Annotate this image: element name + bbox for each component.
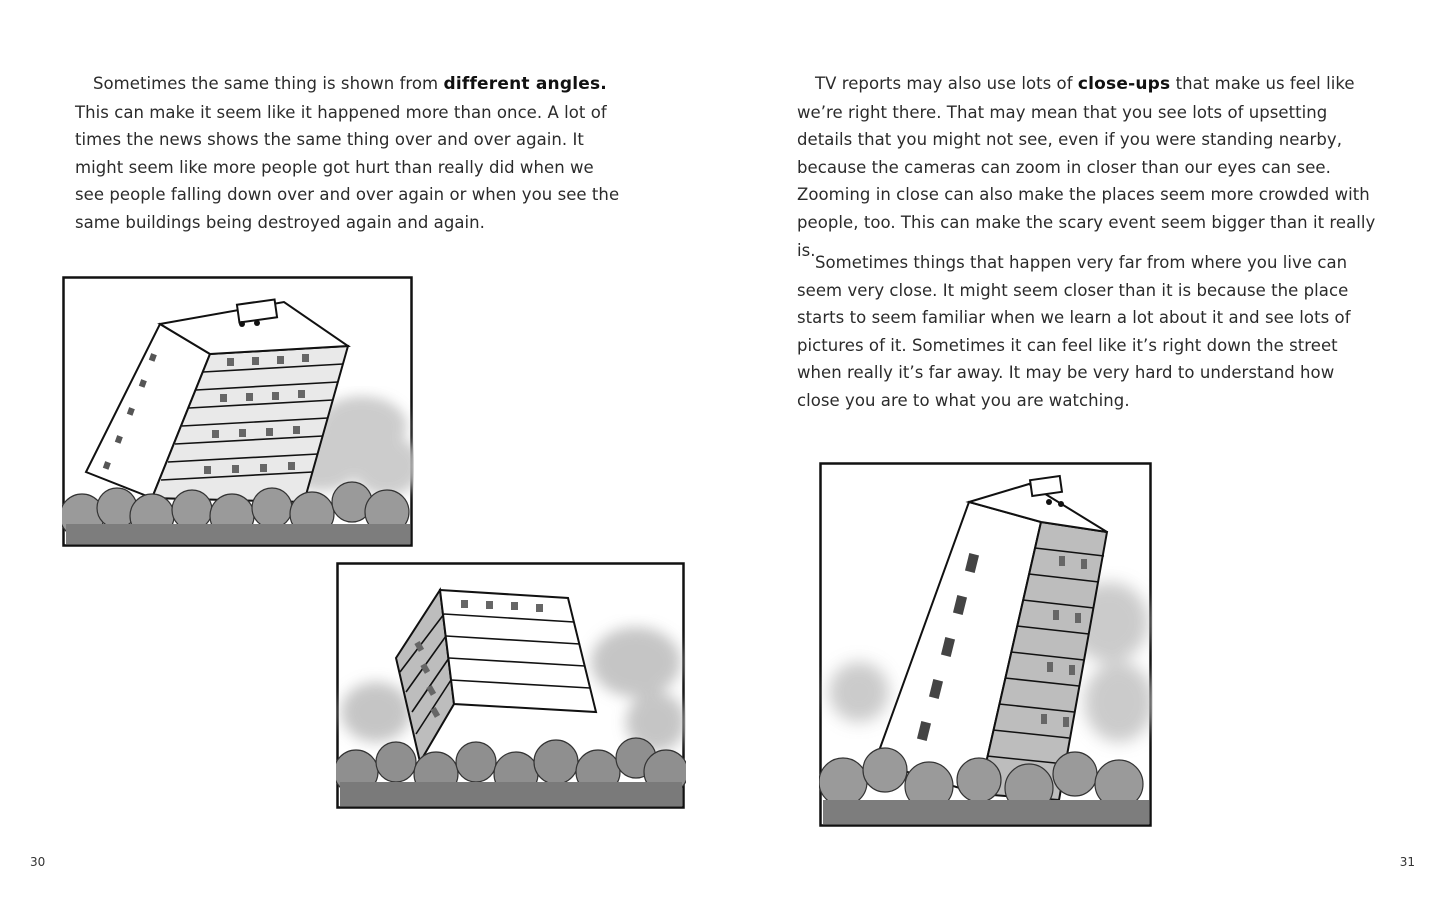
left-page: [0, 0, 722, 904]
collapsing-building-illustration: [62, 276, 414, 548]
right-paragraph-1: [797, 70, 1377, 264]
tilted-building-illustration: [336, 562, 686, 810]
right-paragraph-1-text-start: TV reports may also use lots of: [815, 74, 1078, 93]
highlight-close-ups: close-ups: [1077, 74, 1171, 94]
right-paragraph-1-text-end: that make us feel like we’re right there. That may mean that you see lots of upsetting details that you might not see, even if you were standing nearby, because the cameras can zoom in closer than our eyes can see. Zooming in close can also make the places seem more crowded with people, too. This can make the scary event seem bigger than it really is.: [797, 74, 1376, 260]
right-paragraph-2-text: Sometimes things that happen very far from where you live can seem very close. It might seem closer than it is because the place starts to seem familiar when we learn a lot about it and see lots of pictures of it. Sometimes it can feel like it’s right down the street when really it’s far away. It may be very hard to understand how close you are to what you are watching.: [797, 253, 1351, 410]
page-number-left: 30: [30, 855, 46, 869]
close-up-building-illustration: [819, 462, 1153, 828]
left-paragraph-text-end: This can make it seem like it happened more than once. A lot of times the news shows the same thing over and over again. It might seem like more people got hurt than really did when we see people falling down over and over again or when you see the same buildings being destroyed again and again.: [75, 102, 620, 232]
right-paragraph-2: [797, 249, 1357, 415]
page-number-right: 31: [1399, 855, 1415, 869]
left-paragraph-text-start: Sometimes the same thing is shown from: [93, 74, 444, 93]
left-paragraph: [75, 70, 625, 237]
highlight-different-angles: different angles.: [443, 74, 607, 94]
right-page: [722, 0, 1445, 904]
